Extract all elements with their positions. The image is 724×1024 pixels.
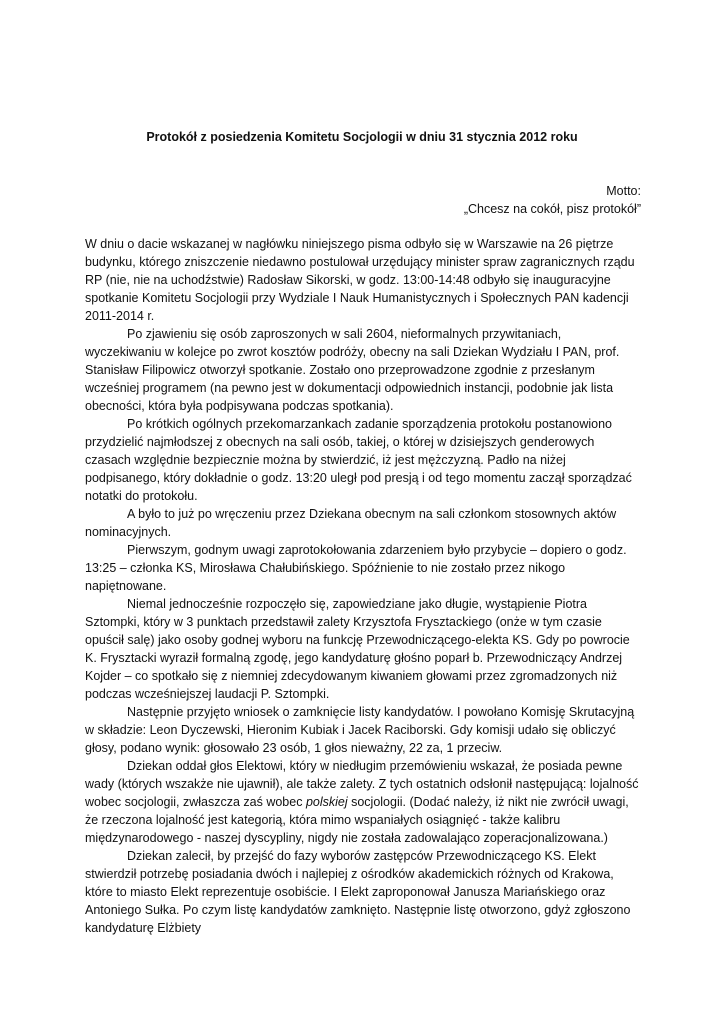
paragraph: A było to już po wręczeniu przez Dziekana obecnym na sali członkom stosownych aktów nominacyjnych.: [85, 507, 617, 539]
paragraph: Pierwszym, godnym uwagi zaprotokołowania zdarzeniem było przybycie – dopiero o godz. 13:25 – członka KS, Mirosława Chałubińskiego. Spóźnienie to nie zostało przez nikogo napiętnowane.: [85, 543, 627, 593]
motto-label: Motto:: [606, 184, 641, 198]
paragraph: Po zjawieniu się osób zaproszonych w sali 2604, nieformalnych przywitaniach, wyczekiwaniu w kolejce po zwrot kosztów podróży, obecny na sali Dziekan Wydziału I PAN, prof. Stanisław Filipowicz otworzył spotkanie. Zostało ono przeprowadzone zgodnie z przesłanym wcześniej programem (na pewno jest w dokumentacji odpowiednich instancji, podobnie jak lista obecności, która była podpisywana podczas spotkania).: [85, 327, 620, 413]
emphasis-text: polskiej: [305, 795, 348, 809]
motto-block: [241, 182, 641, 218]
paragraph-text: Dziekan oddał głos Elektowi, który w niedługim przemówieniu wskazał, że posiada pewne wady (których wszakże nie ujawnił), ale także zalety. Z tych ostatnich odsłonił następującą: lojalność wobec socjologii, zwłaszcza zaś wobec: [85, 759, 639, 809]
document-title: Protokół z posiedzenia Komitetu Socjologii w dniu 31 stycznia 2012 roku: [146, 130, 578, 144]
document-body: [85, 235, 641, 937]
paragraph: W dniu o dacie wskazanej w nagłówku niniejszego pisma odbyło się w Warszawie na 26 piętrze budynku, którego zniszczenie niedawno postulował urzędujący minister spraw zagranicznych rządu RP (nie, nie na uchodźstwie) Radosław Sikorski, w godz. 13:00-14:48 odbyło się inauguracyjne spotkanie Komitetu Socjologii przy Wydziale I Nauk Humanistycznych i Społecznych PAN kadencji 2011-2014 r.: [85, 237, 635, 323]
paragraph: Dziekan zalecił, by przejść do fazy wyborów zastępców Przewodniczącego KS. Elekt stwierdził potrzebę posiadania dwóch i najlepiej z ośrodków akademickich różnych od Krakowa, które to miasto Elekt reprezentuje osobiście. I Elekt zaproponował Janusza Mariańskiego oraz Antoniego Sułka. Po czym listę kandydatów zamknięto. Następnie listę otworzono, gdyż zgłoszono kandydaturę Elżbiety: [85, 849, 631, 935]
paragraph: Następnie przyjęto wniosek o zamknięcie listy kandydatów. I powołano Komisję Skrutacyjną w składzie: Leon Dyczewski, Hieronim Kubiak i Jacek Raciborski. Gdy komisji udało się obliczyć głosy, podano wynik: głosowało 23 osób, 1 głos nieważny, 22 za, 1 przeciw.: [85, 705, 635, 755]
paragraph: [85, 757, 641, 847]
paragraph: Niemal jednocześnie rozpoczęło się, zapowiedziane jako długie, wystąpienie Piotra Sztompki, który w 3 punktach przedstawił zalety Krzysztofa Frysztackiego (onże w tym czasie opuścił salę) jako osoby godnej wyboru na funkcję Przewodniczącego-elekta KS. Gdy po powrocie K. Frysztacki wyraził formalną zgodę, jego kandydaturę głośno poparł b. Przewodniczący Andrzej Kojder – co spotkało się z niemniej zdecydowanym kiwaniem głowami przez zgromadzonych niż podczas wcześniejszej laudacji P. Sztompki.: [85, 597, 630, 701]
paragraph: Po krótkich ogólnych przekomarzankach zadanie sporządzenia protokołu postanowiono przydzielić najmłodszej z obecnych na sali osób, takiej, o której w dzisiejszych genderowych czasach względnie bezpiecznie można by stwierdzić, iż jest mężczyzną. Padło na niżej podpisanego, który dokładnie o godz. 13:20 uległ pod presją i od tego momentu zaczął sporządzać notatki do protokołu.: [85, 417, 632, 503]
paragraph-text: socjologii. (Dodać należy, iż nikt nie zwrócił uwagi, że rzeczona lojalność jest kategorią, która mimo wspaniałych osiągnięć - także kalibru międzynarodowego - naszej dyscypliny, nigdy nie została zadowalająco zoperacjonalizowana.): [85, 795, 629, 845]
motto-text: „Chcesz na cokół, pisz protokół”: [463, 202, 641, 216]
